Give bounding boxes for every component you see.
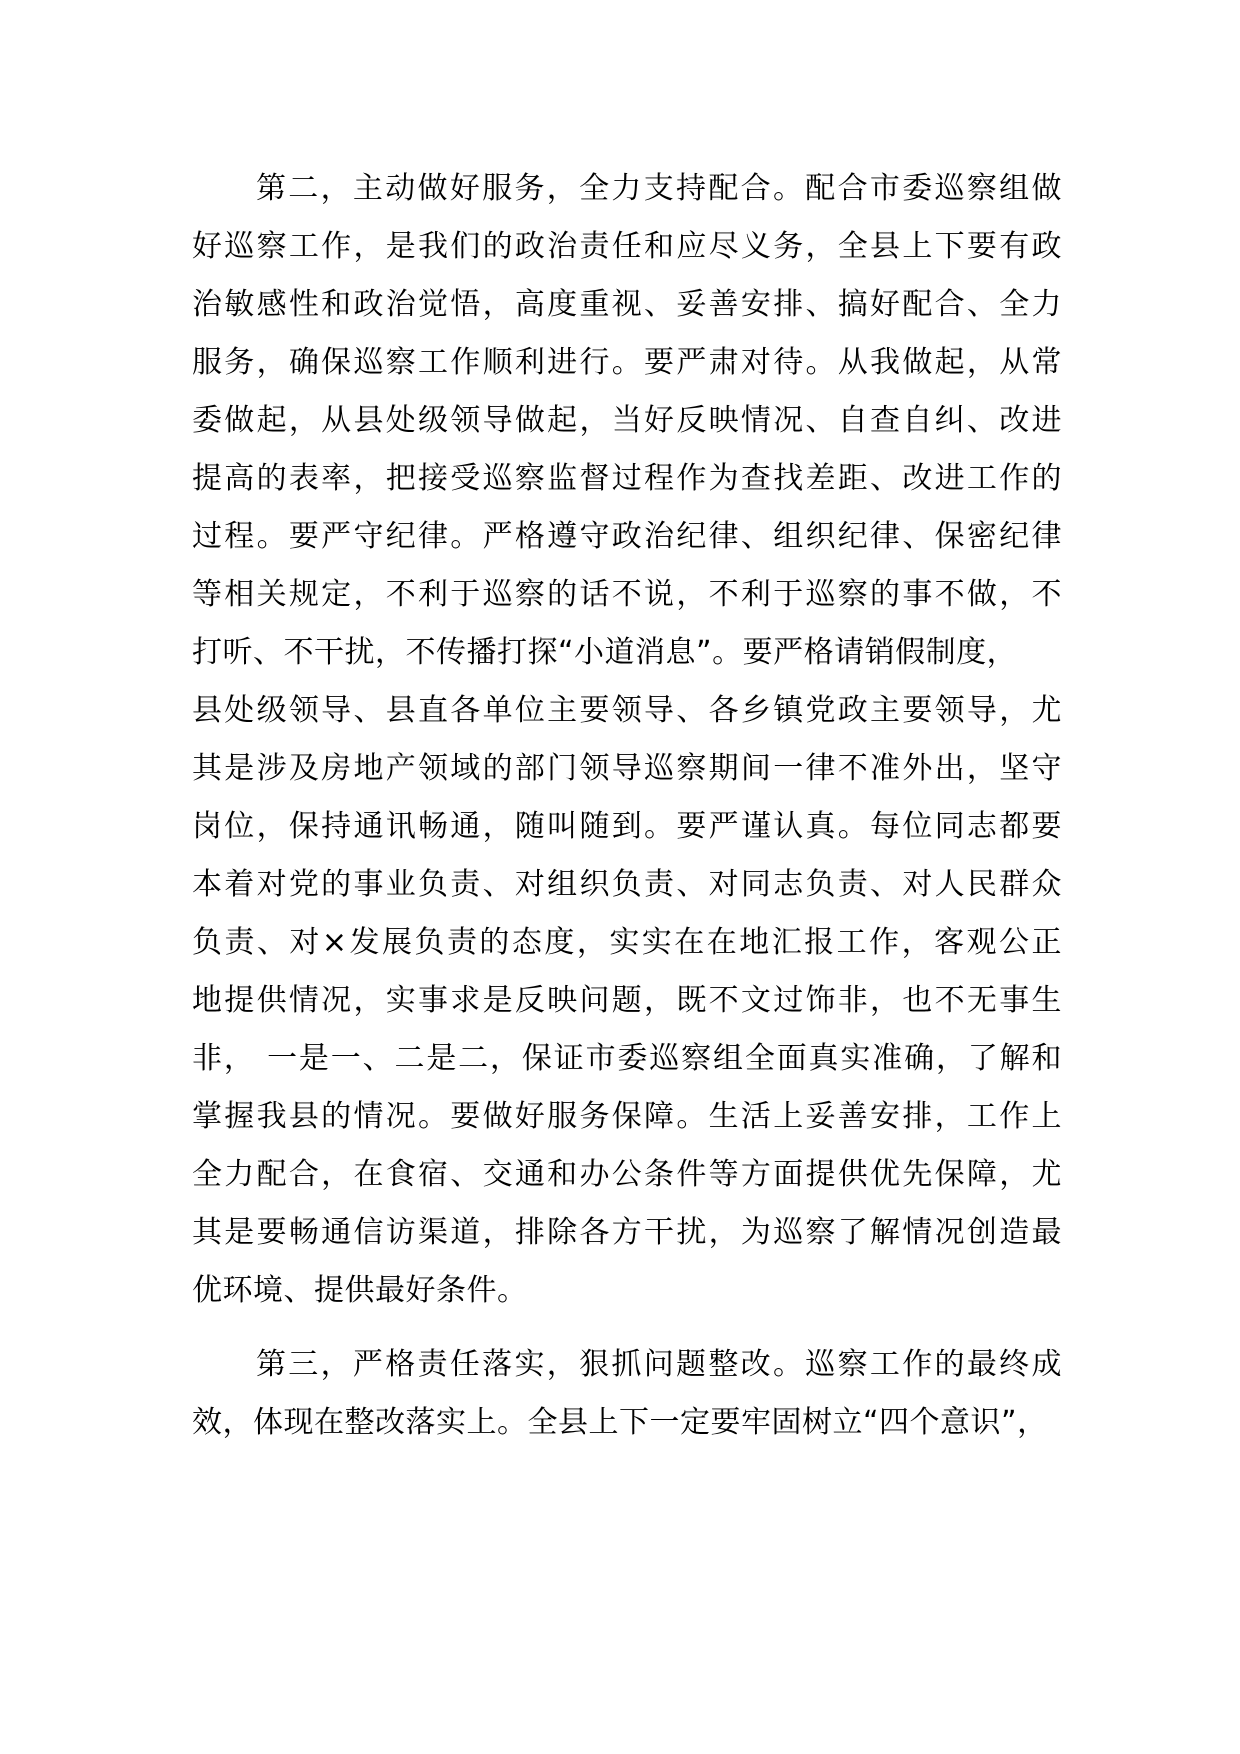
text-line: 掌握我县的情况。要做好服务保障。生活上妥善安排，工作上 [192, 1099, 1062, 1134]
text-line: 等相关规定，不利于巡察的话不说，不利于巡察的事不做，不 [192, 577, 1062, 612]
text-line: 效，体现在整改落实上。全县上下一定要牢固树立“四个意识”， [192, 1405, 1048, 1440]
text-line: 服务，确保巡察工作顺利进行。要严肃对待。从我做起，从常 [192, 345, 1062, 380]
paragraph-second [192, 160, 1062, 1320]
text-line: 地提供情况，实事求是反映问题，既不文过饰非，也不无事生 [192, 983, 1062, 1018]
document-body [192, 160, 1062, 1468]
text-line: 县处级领导、县直各单位主要领导、各乡镇党政主要领导，尤 [192, 693, 1062, 728]
text-line: 岗位，保持通讯畅通，随叫随到。要严谨认真。每位同志都要 [192, 809, 1062, 844]
text-line: 第三，严格责任落实，狠抓问题整改。巡察工作的最终成 [256, 1347, 1062, 1382]
text-line: 提高的表率，把接受巡察监督过程作为查找差距、改进工作的 [192, 461, 1062, 496]
text-line: 优环境、提供最好条件。 [192, 1273, 528, 1308]
text-line: 全力配合，在食宿、交通和办公条件等方面提供优先保障，尤 [192, 1157, 1062, 1192]
text-line: 过程。要严守纪律。严格遵守政治纪律、组织纪律、保密纪律 [192, 519, 1062, 554]
text-line: 好巡察工作，是我们的政治责任和应尽义务，全县上下要有政 [192, 229, 1062, 264]
text-line: 治敏感性和政治觉悟，高度重视、妥善安排、搞好配合、全力 [192, 287, 1062, 322]
text-line: 其是要畅通信访渠道，排除各方干扰，为巡察了解情况创造最 [192, 1215, 1062, 1250]
text-line: 本着对党的事业负责、对组织负责、对同志负责、对人民群众 [192, 867, 1062, 902]
text-line: 委做起，从县处级领导做起，当好反映情况、自查自纠、改进 [192, 403, 1062, 438]
text-line: 非， 一是一、二是二，保证市委巡察组全面真实准确，了解和 [192, 1041, 1062, 1076]
text-line: 其是涉及房地产领域的部门领导巡察期间一律不准外出，坚守 [192, 751, 1062, 786]
text-line: 第二，主动做好服务，全力支持配合。配合市委巡察组做 [256, 171, 1062, 206]
text-line: 负责、对×发展负责的态度，实实在在地汇报工作，客观公正 [192, 925, 1062, 960]
text-line: 打听、不干扰，不传播打探“小道消息”。要严格请销假制度， [192, 635, 1018, 670]
paragraph-third [192, 1336, 1062, 1452]
